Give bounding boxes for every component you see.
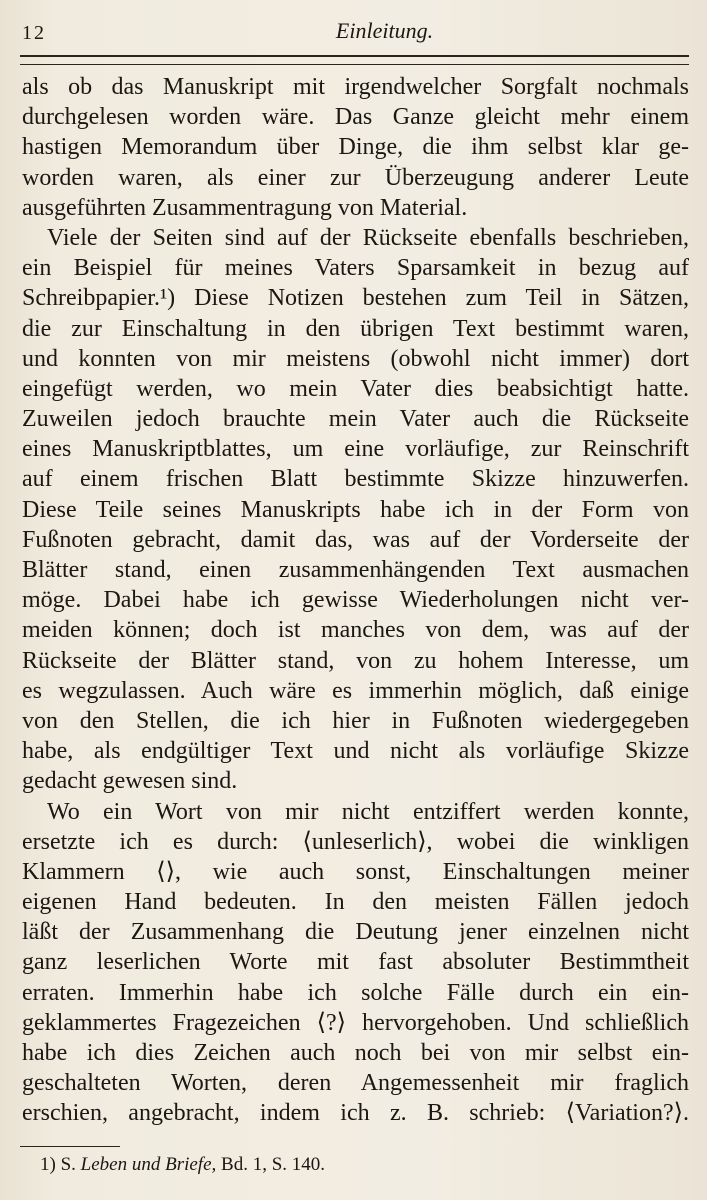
text-line: ausgeführten Zusammentragung von Material.: [22, 194, 468, 221]
body-text: [22, 72, 689, 1129]
text-line: Blätter stand, einen zusammenhängenden Text ausmachen: [22, 557, 689, 583]
text-line: hastigen Memorandum über Dinge, die ihm selbst klar ge-: [22, 134, 689, 161]
text-line: geschalteten Worten, deren Angemessenheit mir fraglich: [22, 1070, 689, 1097]
page-number: 12: [22, 22, 46, 44]
text-line: Viele der Seiten sind auf der Rückseite ebenfalls beschrieben,: [47, 224, 689, 251]
running-head: [22, 18, 687, 48]
running-title: Einleitung.: [335, 18, 434, 43]
footnote-prefix: S.: [60, 1154, 76, 1175]
text-line: erschien, angebracht, indem ich z. B. schrieb: ⟨Variation?⟩.: [22, 1100, 689, 1127]
text-line: ein Beispiel für meines Vaters Sparsamkeit in bezug auf: [22, 255, 689, 282]
text-line: eines Manuskriptblattes, um eine vorläufige, zur Reinschrift: [22, 436, 689, 463]
text-line: meiden können; doch ist manches von dem, was auf der: [22, 617, 689, 644]
text-line: und konnten von mir meistens (obwohl nicht immer) dort: [22, 345, 689, 372]
text-line: auf einem frischen Blatt bestimmte Skizze hinzuwerfen.: [22, 466, 689, 493]
header-rule: [20, 55, 689, 65]
text-line: Schreibpapier.¹) Diese Notizen bestehen zum Teil in Sätzen,: [22, 285, 689, 312]
text-line: Fußnoten gebracht, damit das, was auf der Vorderseite der: [22, 526, 689, 553]
text-line: ersetzte ich es durch: ⟨unleserlich⟩, wobei die winkligen: [22, 828, 689, 855]
text-line: gedacht gewesen sind.: [22, 768, 238, 795]
text-line: eigenen Hand bedeuten. In den meisten Fällen jedoch: [22, 889, 689, 916]
text-line: worden waren, als einer zur Überzeugung anderer Leute: [22, 164, 689, 191]
text-line: durchgelesen worden wäre. Das Ganze gleicht mehr einem: [22, 104, 689, 131]
text-line: Zuweilen jedoch brauchte mein Vater auch die Rückseite: [22, 406, 689, 433]
text-line: ganz leserlichen Worte mit fast absoluter Bestimmtheit: [22, 949, 689, 976]
text-line: von den Stellen, die ich hier in Fußnoten wiedergegeben: [22, 707, 689, 734]
text-line: Wo ein Wort von mir nicht entziffert werden konnte,: [47, 798, 689, 825]
text-line: möge. Dabei habe ich gewisse Wiederholungen nicht ver-: [22, 587, 689, 614]
text-line: Klammern ⟨⟩, wie auch sonst, Einschaltungen meiner: [22, 858, 689, 885]
text-line: läßt der Zusammenhang die Deutung jener einzelnen nicht: [22, 919, 689, 946]
text-line: Rückseite der Blätter stand, von zu hohem Interesse, um: [22, 647, 689, 674]
text-line: habe, als endgültiger Text und nicht als vorläufige Skizze: [22, 738, 689, 765]
text-line: die zur Einschaltung in den übrigen Text bestimmt waren,: [22, 315, 689, 342]
text-line: erraten. Immerhin habe ich solche Fälle durch ein ein-: [22, 979, 689, 1006]
text-line: habe ich dies Zeichen auch noch bei von mir selbst ein-: [22, 1040, 689, 1066]
text-line: eingefügt werden, wo mein Vater dies beabsichtigt hatte.: [22, 375, 689, 402]
footnote-book-title: Leben und Briefe,: [80, 1154, 217, 1175]
footnote-marker: 1): [40, 1154, 56, 1175]
text-line: geklammertes Fragezeichen ⟨?⟩ hervorgehoben. Und schließlich: [22, 1009, 689, 1036]
footnote-reference: Bd. 1, S. 140.: [221, 1154, 326, 1175]
footnote-rule: [20, 1146, 120, 1147]
text-line: Diese Teile seines Manuskripts habe ich in der Form von: [22, 496, 689, 523]
footnote: [40, 1154, 325, 1176]
text-line: als ob das Manuskript mit irgendwelcher Sorgfalt nochmals: [22, 74, 689, 100]
text-line: es wegzulassen. Auch wäre es immerhin möglich, daß einige: [22, 677, 689, 704]
